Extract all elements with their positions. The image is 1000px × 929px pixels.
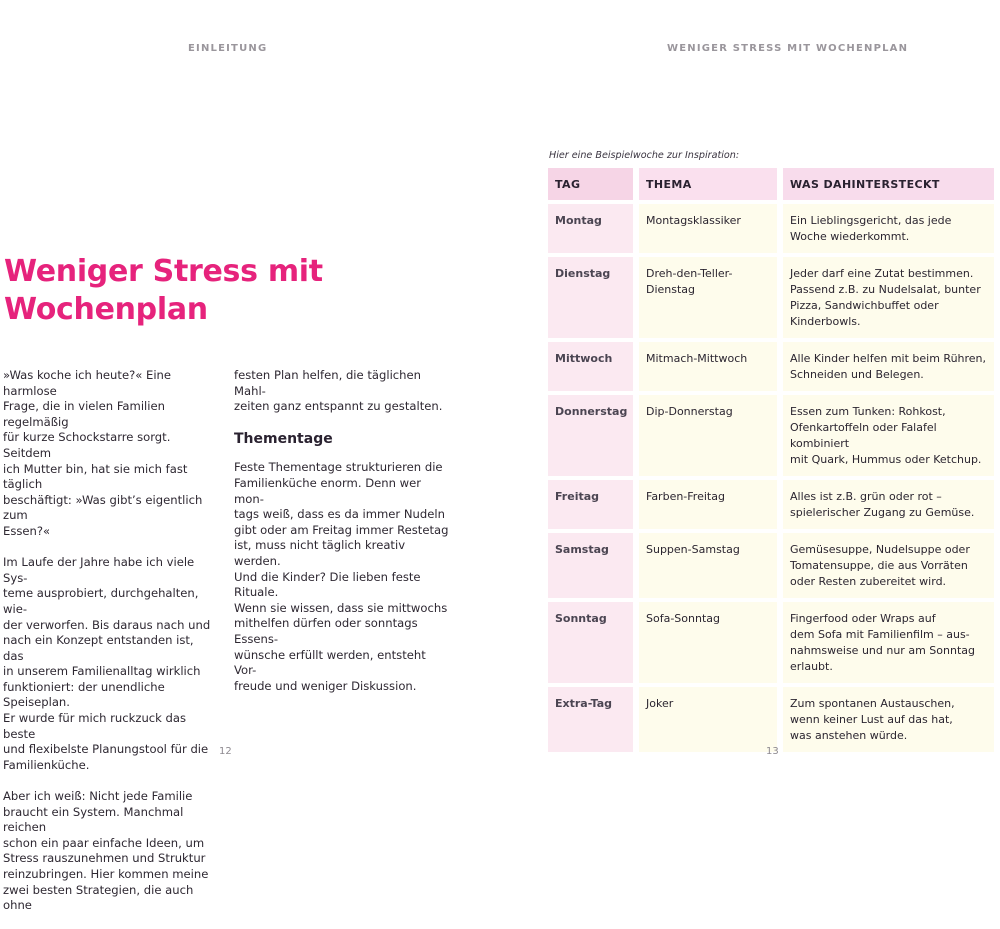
description-cell: Gemüsesuppe, Nudelsuppe oder Tomatensuppe, die aus Vorräten oder Resten zubereitet wird. — [783, 533, 994, 598]
table-caption: Hier eine Beispielwoche zur Inspiration: — [549, 150, 740, 161]
header-theme: THEMA — [639, 168, 777, 200]
table-row — [548, 204, 994, 253]
body-column-left — [3, 368, 217, 929]
table-row — [548, 602, 994, 683]
theme-cell: Suppen-Samstag — [639, 533, 777, 598]
body-paragraph: Im Laufe der Jahre habe ich viele Sys- teme ausprobiert, durchgehalten, wie- der verworfen. Bis daraus nach und nach ein Konzept entstanden ist, das in unserem Familienalltag wirklich funktioniert: der unendliche Speiseplan. Er wurde für mich ruckzuck das beste und flexibelste Planungstool für die Familienküche. — [3, 555, 211, 772]
theme-cell: Joker — [639, 687, 777, 752]
chapter-title: Weniger Stress mit Wochenplan — [4, 254, 323, 327]
day-cell: Extra-Tag — [548, 687, 633, 752]
table-row — [548, 395, 994, 476]
table-row — [548, 342, 994, 391]
body-column-right — [234, 368, 450, 710]
table-row — [548, 687, 994, 752]
table-row — [548, 533, 994, 598]
description-cell: Alle Kinder helfen mit beim Rühren, Schneiden und Belegen. — [783, 342, 994, 391]
day-cell: Freitag — [548, 480, 633, 529]
description-cell: Essen zum Tunken: Rohkost, Ofenkartoffeln oder Falafel kombiniert mit Quark, Hummus oder Ketchup. — [783, 395, 994, 476]
table-header-row — [548, 168, 994, 200]
description-cell: Ein Lieblingsgericht, das jede Woche wiederkommt. — [783, 204, 994, 253]
weekly-plan-table — [548, 168, 994, 756]
page-number-left: 12 — [219, 746, 232, 757]
day-cell: Samstag — [548, 533, 633, 598]
theme-cell: Dreh-den-Teller- Dienstag — [639, 257, 777, 338]
header-day: TAG — [548, 168, 633, 200]
table-row — [548, 480, 994, 529]
day-cell: Donnerstag — [548, 395, 633, 476]
theme-cell: Sofa-Sonntag — [639, 602, 777, 683]
day-cell: Dienstag — [548, 257, 633, 338]
page-number-right: 13 — [766, 746, 779, 757]
header-description: WAS DAHINTERSTECKT — [783, 168, 994, 200]
body-paragraph: Feste Thementage strukturieren die Familienküche enorm. Denn wer mon- tags weiß, dass es da immer Nudeln gibt oder am Freitag immer Restetag ist, muss nicht täglich kreativ werden. Und die Kinder? Die lieben feste Rituale. Wenn sie wissen, dass sie mittwochs mithelfen dürfen oder sonntags Essens- wünsche erfüllt werden, entsteht Vor- freude und weniger Diskussion. — [234, 460, 449, 693]
description-cell: Alles ist z.B. grün oder rot – spielerischer Zugang zu Gemüse. — [783, 480, 994, 529]
body-paragraph: Aber ich weiß: Nicht jede Familie braucht ein System. Manchmal reichen schon ein paar einfache Ideen, um Stress rauszunehmen und Struktur reinzubringen. Hier kommen meine zwei besten Strategien, die auch ohne — [3, 789, 209, 913]
description-cell: Fingerfood oder Wraps auf dem Sofa mit Familienfilm – aus- nahmsweise und nur am Sonntag erlaubt. — [783, 602, 994, 683]
running-head-right: WENIGER STRESS MIT WOCHENPLAN — [667, 43, 909, 54]
day-cell: Sonntag — [548, 602, 633, 683]
running-head-left: EINLEITUNG — [188, 43, 268, 54]
description-cell: Zum spontanen Austauschen, wenn keiner Lust auf das hat, was anstehen würde. — [783, 687, 994, 752]
theme-cell: Mitmach-Mittwoch — [639, 342, 777, 391]
table-row — [548, 257, 994, 338]
theme-cell: Farben-Freitag — [639, 480, 777, 529]
section-heading: Thementage — [234, 431, 333, 448]
description-cell: Jeder darf eine Zutat bestimmen. Passend z.B. zu Nudelsalat, bunter Pizza, Sandwichbuffet oder Kinderbowls. — [783, 257, 994, 338]
body-paragraph: »Was koche ich heute?« Eine harmlose Frage, die in vielen Familien regelmäßig für kurze Schockstarre sorgt. Seitdem ich Mutter bin, hat sie mich fast täglich beschäftigt: »Was gibt’s eigentlich zum Essen?« — [3, 368, 203, 538]
body-paragraph: festen Plan helfen, die täglichen Mahl- zeiten ganz entspannt zu gestalten. — [234, 368, 443, 414]
day-cell: Montag — [548, 204, 633, 253]
day-cell: Mittwoch — [548, 342, 633, 391]
theme-cell: Dip-Donnerstag — [639, 395, 777, 476]
theme-cell: Montagsklassiker — [639, 204, 777, 253]
